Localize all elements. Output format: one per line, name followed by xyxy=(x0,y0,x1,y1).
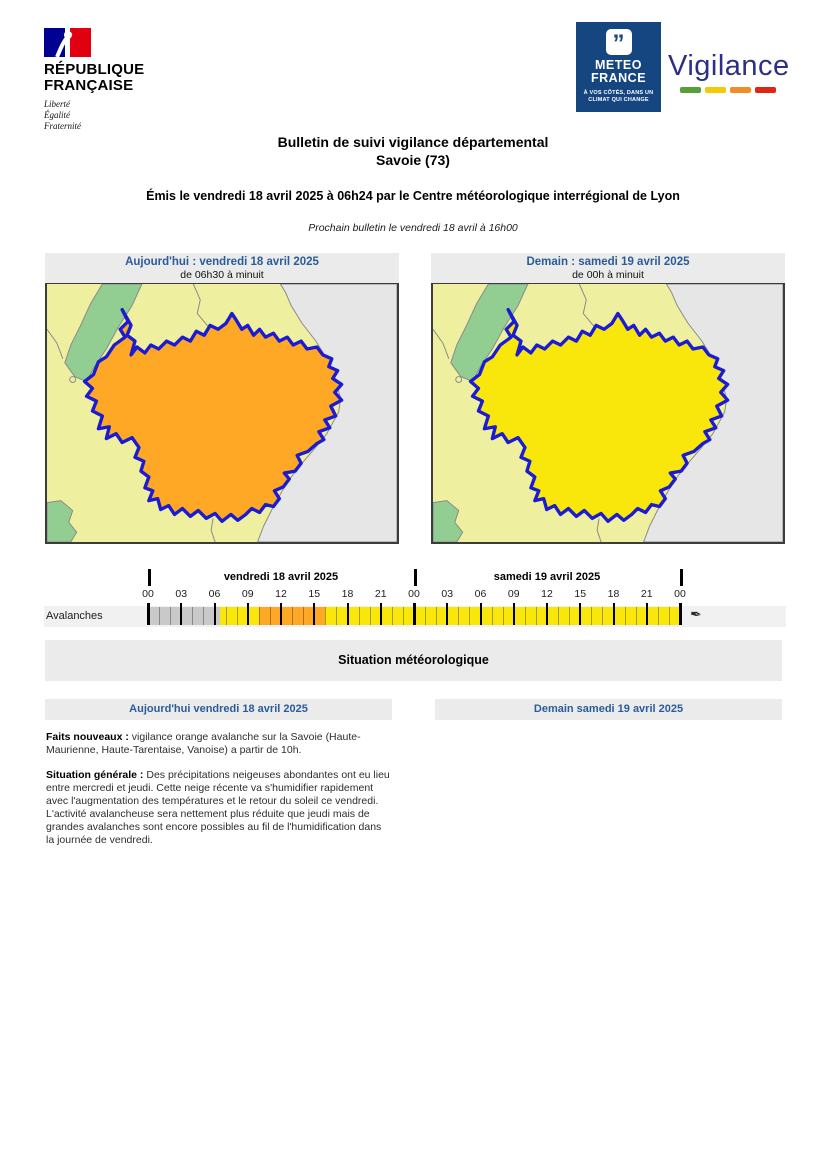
next-bulletin-line: Prochain bulletin le vendredi 18 avril à 16h00 xyxy=(308,222,518,234)
timeline-day-label-today: vendredi 18 avril 2025 xyxy=(223,571,339,583)
timeline-hour-separator xyxy=(292,607,293,625)
vigilance-logo xyxy=(668,50,788,93)
vigilance-level-bars-icon xyxy=(668,87,788,93)
map-today xyxy=(45,283,399,544)
timeline-hour-separator xyxy=(492,607,493,625)
timeline-3h-tick xyxy=(413,603,416,625)
meteo-france-name: METEO FRANCE xyxy=(590,58,647,85)
timeline-hour-label: 06 xyxy=(208,588,221,600)
timeline-hour-label: 00 xyxy=(142,588,154,600)
timeline-hour-separator xyxy=(658,607,659,625)
timeline-3h-tick xyxy=(147,603,150,625)
timeline-3h-tick xyxy=(446,603,448,625)
timeline-hour-label: 06 xyxy=(474,588,487,600)
timeline-hour-separator xyxy=(359,607,360,625)
timeline-hour-separator xyxy=(259,607,260,625)
timeline-hour-separator xyxy=(392,607,393,625)
map-panel-today xyxy=(45,253,399,544)
map-panel-tomorrow xyxy=(431,253,785,544)
timeline-hour-label: 18 xyxy=(607,588,620,600)
timeline-row-avalanches xyxy=(44,606,786,627)
timeline-hour-separator xyxy=(203,607,204,625)
timeline-hour-separator xyxy=(425,607,426,625)
timeline-hour-label: 18 xyxy=(341,588,354,600)
timeline-3h-tick xyxy=(313,603,315,625)
column-header-tomorrow-label: Demain samedi 19 avril 2025 xyxy=(533,703,684,715)
meteo-france-tagline: À VOS CÔTÉS, DANS UN CLIMAT QUI CHANGE xyxy=(583,90,654,103)
timeline-hour-separator xyxy=(370,607,371,625)
republique-name: RÉPUBLIQUE FRANÇAISE xyxy=(44,61,145,94)
vigilance-bar-icon xyxy=(680,87,701,93)
timeline-hour-separator xyxy=(303,607,304,625)
timeline-hour-separator xyxy=(503,607,504,625)
timeline-3h-tick xyxy=(280,603,282,625)
timeline-bar xyxy=(148,607,680,625)
timeline-hour-separator xyxy=(536,607,537,625)
map-title-today: Aujourd'hui : vendredi 18 avril 2025 xyxy=(125,256,319,268)
timeline-3h-tick xyxy=(180,603,182,625)
issued-line: Émis le vendredi 18 avril 2025 à 06h24 par le Centre météorologique interrégional de Lyon xyxy=(146,189,680,203)
section-title: Situation météorologique xyxy=(338,653,489,667)
map-tomorrow xyxy=(431,283,785,544)
timeline-hour-separator xyxy=(237,607,238,625)
timeline-3h-tick xyxy=(380,603,382,625)
timeline-hour-label: 03 xyxy=(441,588,454,600)
timeline-hour-label: 21 xyxy=(374,588,387,600)
republique-motto: Liberté Égalité Fraternité xyxy=(44,99,81,131)
timeline-day-tick xyxy=(680,569,683,586)
timeline-hour-label: 21 xyxy=(640,588,653,600)
timeline-hour-label: 15 xyxy=(574,588,587,600)
french-flag-icon xyxy=(44,28,91,58)
timeline-hour-separator xyxy=(669,607,670,625)
vigilance-bar-icon xyxy=(730,87,751,93)
timeline-hour-separator xyxy=(325,607,326,625)
timeline-hour-separator xyxy=(159,607,160,625)
situation-paragraph: Faits nouveaux : vigilance orange avalanche sur la Savoie (Haute-Maurienne, Haute-Tarentaise, Vanoise) a partir de 10h. xyxy=(46,731,361,756)
timeline-3h-tick xyxy=(480,603,482,625)
timeline-hour-labels xyxy=(142,588,686,603)
timeline-3h-tick xyxy=(679,603,682,625)
vigilance-bar-icon xyxy=(755,87,776,93)
vigilance-wordmark: Vigilance xyxy=(668,50,790,82)
timeline-hour-separator xyxy=(602,607,603,625)
pen-icon: ✒ xyxy=(689,605,703,623)
timeline-hour-separator xyxy=(170,607,171,625)
timeline-hour-separator xyxy=(558,607,559,625)
column-header-today xyxy=(45,699,392,720)
timeline-hour-separator xyxy=(625,607,626,625)
timeline-hour-label: 15 xyxy=(308,588,321,600)
column-header-today-label: Aujourd'hui vendredi 18 avril 2025 xyxy=(129,703,308,715)
timeline-row-label: Avalanches xyxy=(46,610,103,622)
section-title-band xyxy=(45,640,782,681)
timeline-hour-label: 00 xyxy=(674,588,686,600)
timeline-hour-separator xyxy=(226,607,227,625)
vigilance-bar-icon xyxy=(705,87,726,93)
map-title-tomorrow: Demain : samedi 19 avril 2025 xyxy=(526,256,690,268)
timeline-hour-separator xyxy=(569,607,570,625)
timeline-hour-label: 09 xyxy=(507,588,520,600)
page-title: Bulletin de suivi vigilance départemental Savoie (73) xyxy=(277,134,549,168)
timeline-hour-separator xyxy=(525,607,526,625)
timeline-3h-tick xyxy=(214,603,216,625)
timeline-hour-separator xyxy=(636,607,637,625)
timeline-hour-separator xyxy=(591,607,592,625)
timeline-hour-separator xyxy=(403,607,404,625)
meteo-france-logo xyxy=(576,22,661,112)
timeline-hour-separator xyxy=(436,607,437,625)
timeline-3h-tick xyxy=(347,603,349,625)
timeline-3h-tick xyxy=(513,603,515,625)
timeline-hour-separator xyxy=(270,607,271,625)
timeline-hour-separator xyxy=(458,607,459,625)
map-subtitle-today: de 06h30 à minuit xyxy=(180,269,264,281)
situation-paragraph: Situation générale : Des précipitations neigeuses abondantes ont eu lieu entre mercredi et jeudi. Cette neige récente va s'humidifier rapidement avec l'augmentation des températures et le retour du soleil ce vendredi. L'activité avalancheuse sera nettement plus réduite que jeudi mais de grandes avalanches sont encore possibles au fil de l'humidification dans la journée de vendredi. xyxy=(46,769,390,846)
timeline-hour-label: 12 xyxy=(275,588,287,600)
timeline-hour-label: 12 xyxy=(541,588,553,600)
column-body-today xyxy=(46,731,390,859)
timeline-hour-separator xyxy=(469,607,470,625)
timeline-3h-tick xyxy=(646,603,648,625)
timeline-hour-label: 03 xyxy=(175,588,188,600)
timeline-day-label-tomorrow: samedi 19 avril 2025 xyxy=(493,571,601,583)
map-subtitle-tomorrow: de 00h à minuit xyxy=(572,269,644,281)
map-header-tomorrow xyxy=(431,253,785,283)
timeline-3h-tick xyxy=(579,603,581,625)
timeline-hour-separator xyxy=(192,607,193,625)
timeline-hour-separator xyxy=(336,607,337,625)
timeline-hour-label: 09 xyxy=(241,588,254,600)
timeline-hour-label: 00 xyxy=(408,588,420,600)
map-header-today xyxy=(45,253,399,283)
meteo-france-icon: ” xyxy=(606,29,632,55)
timeline-3h-tick xyxy=(247,603,249,625)
timeline-3h-tick xyxy=(613,603,615,625)
timeline-3h-tick xyxy=(546,603,548,625)
timeline-day-row xyxy=(148,569,683,587)
column-header-tomorrow xyxy=(435,699,782,720)
republique-francaise-logo xyxy=(44,28,204,132)
